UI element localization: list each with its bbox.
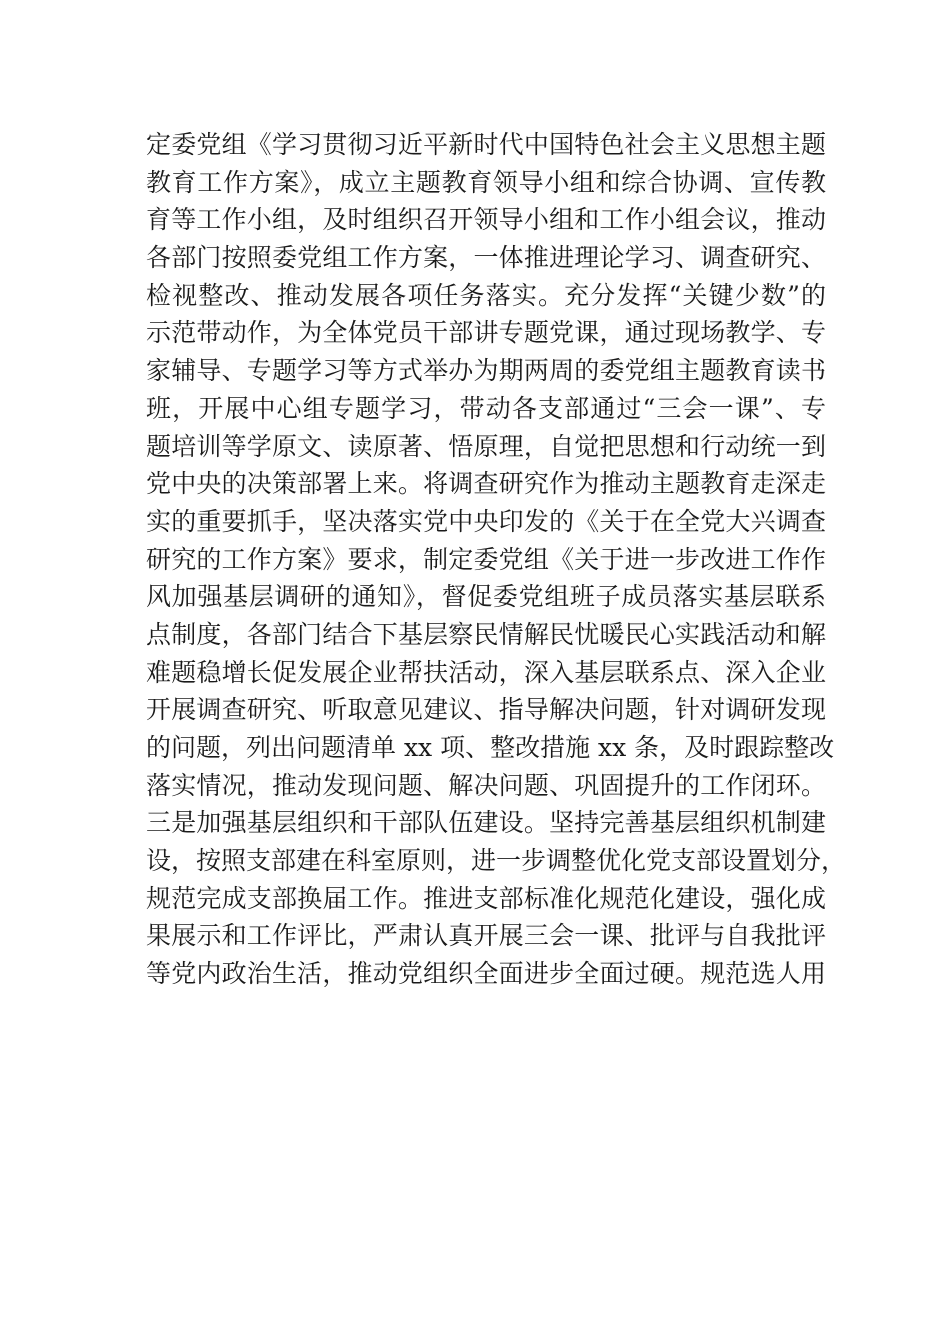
text-line: 开展调查研究、听取意见建议、指导解决问题，针对调研发现	[146, 695, 826, 725]
body-text	[146, 126, 847, 993]
text-line: 定委党组《学习贯彻习近平新时代中国特色社会主义思想主题	[146, 130, 826, 159]
text-line: 设，按照支部建在科室原则，进一步调整优化党支部设置划分，	[146, 846, 847, 876]
text-line: 果展示和工作评比，严肃认真开展三会一课、批评与自我批评	[146, 921, 826, 951]
text-line: 班，开展中心组专题学习，带动各支部通过“三会一课”、专	[146, 393, 826, 423]
text-line: 示范带动作，为全体党员干部讲专题党课，通过现场教学、专	[146, 318, 826, 348]
text-line: 难题稳增长促发展企业帮扶活动，深入基层联系点、深入企业	[146, 657, 826, 687]
text-line: 题培训等学原文、读原著、悟原理，自觉把思想和行动统一到	[146, 431, 826, 461]
text-line: 教育工作方案》，成立主题教育领导小组和综合协调、宣传教	[146, 167, 826, 197]
text-line: 落实情况，推动发现问题、解决问题、巩固提升的工作闭环。	[146, 770, 826, 800]
text-line: 实的重要抓手，坚决落实党中央印发的《关于在全党大兴调查	[146, 506, 826, 536]
text-line: 三是加强基层组织和干部队伍建设。坚持完善基层组织机制建	[146, 808, 826, 838]
text-line: 育等工作小组，及时组织召开领导小组和工作小组会议，推动	[146, 205, 826, 235]
text-line: 研究的工作方案》要求，制定委党组《关于进一步改进工作作	[146, 544, 826, 574]
text-line: 党中央的决策部署上来。将调查研究作为推动主题教育走深走	[146, 469, 826, 499]
text-line: 点制度，各部门结合下基层察民情解民忧暖民心实践活动和解	[146, 619, 826, 649]
text-line: 规范完成支部换届工作。推进支部标准化规范化建设，强化成	[146, 883, 826, 913]
text-line: 各部门按照委党组工作方案，一体推进理论学习、调查研究、	[146, 243, 826, 273]
text-line: 风加强基层调研的通知》，督促委党组班子成员落实基层联系	[146, 582, 826, 612]
text-line: 家辅导、专题学习等方式举办为期两周的委党组主题教育读书	[146, 356, 826, 386]
text-line: 检视整改、推动发展各项任务落实。充分发挥“关键少数”的	[146, 280, 826, 310]
text-line: 的问题，列出问题清单 xx 项、整改措施 xx 条，及时跟踪整改	[146, 733, 835, 762]
text-line: 等党内政治生活，推动党组织全面进步全面过硬。规范选人用	[146, 959, 826, 989]
